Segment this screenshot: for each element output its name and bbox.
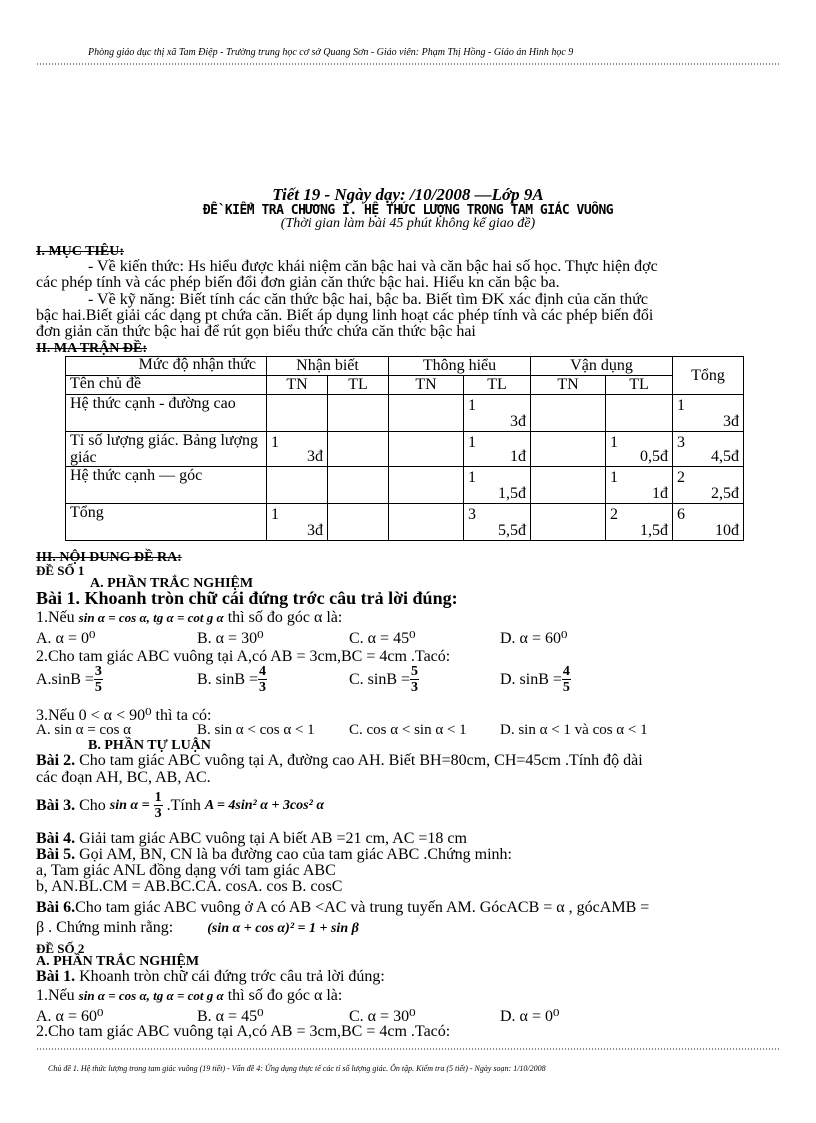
q2-option-d — [500, 664, 571, 695]
exam-1-title: ĐỀ SỐ 1 — [36, 563, 85, 578]
header-divider — [36, 63, 780, 65]
q3-option-b: B. sin α < cos α < 1 — [197, 722, 315, 738]
numerator: 4 — [259, 664, 267, 679]
table-row — [66, 504, 744, 541]
group-understand: Thông hiểu — [389, 357, 531, 376]
cell-count: 1 — [468, 397, 476, 414]
q1-option-a: A. α = 0⁰ — [36, 630, 96, 647]
section-objectives-heading: I. MỤC TIÊU: — [36, 244, 125, 259]
exam-2-title: ĐỀ SỐ 2 — [36, 941, 85, 956]
d2-q1-math: sin α = cos α, tg α = cot g α — [78, 988, 224, 1003]
sub-header: TL — [464, 376, 531, 395]
sub-header: TL — [606, 376, 673, 395]
matrix-corner-top: Mức độ nhận thức — [138, 356, 256, 373]
cell-count: 1 — [271, 434, 279, 451]
question-2: 2.Cho tam giác ABC vuông tại A,có AB = 3cm,BC = 4cm .Tacó: — [36, 648, 451, 665]
exam-2-bai-1 — [36, 968, 385, 986]
table-row — [66, 467, 744, 504]
sub-header: TN — [389, 376, 464, 395]
numerator: 4 — [562, 664, 570, 679]
d2-q1-pre: 1.Nếu — [36, 987, 75, 1004]
footer-divider — [36, 1048, 780, 1050]
fraction — [410, 664, 419, 695]
d2-q1-option-c: C. α = 30⁰ — [349, 1008, 416, 1025]
bai-1 — [36, 588, 458, 609]
cell-count: 3 — [468, 506, 476, 523]
bai-3-label: Bài 3. — [36, 796, 76, 814]
bai-6-math: (sin α + cos α)² = 1 + sin β — [207, 921, 359, 936]
objective-line-5: đơn giản căn thức bậc hai để rút gọn biểu thức chứa căn thức bậc hai — [36, 323, 476, 340]
exam-2-bai-1-label: Bài 1. — [36, 968, 76, 985]
row-topic: Hệ thức cạnh - đường cao — [66, 395, 267, 432]
q1-pre: 1.Nếu — [36, 609, 75, 626]
part-b-heading: B. PHẦN TỰ LUẬN — [88, 738, 211, 753]
q1-option-b: B. α = 30⁰ — [197, 630, 264, 647]
q2-option-a-label: A.sinB = — [36, 670, 94, 688]
group-apply: Vận dụng — [531, 357, 673, 376]
bai-3-pre: Cho — [79, 796, 106, 814]
bai-2-line-2: các đoạn AH, BC, AB, AC. — [36, 769, 211, 786]
q3-option-a: A. sin α = cos α — [36, 722, 132, 738]
cell-score: 1,5đ — [498, 485, 526, 502]
q1-post: thì số đo góc α là: — [227, 609, 343, 626]
cell-score: 5,5đ — [498, 522, 526, 539]
q2-option-b-label: B. sinB = — [197, 670, 259, 688]
fraction — [258, 664, 267, 695]
bai-4-text: Giải tam giác ABC vuông tại A biết AB =21 cm, AC =18 cm — [79, 830, 467, 847]
denominator: 3 — [411, 680, 419, 695]
objective-line-2: các phép tính và các phép biến đổi đơn giản căn thức bậc hai. Hiểu kn căn bậc ba. — [36, 274, 560, 291]
q1-option-c: C. α = 45⁰ — [349, 630, 416, 647]
bai-3-math-2: A = 4sin² α + 3cos² α — [204, 797, 325, 813]
table-row — [66, 432, 744, 467]
cell-score: 1đ — [652, 485, 668, 502]
d2-q1-post: thì số đo góc α là: — [227, 987, 343, 1004]
exam-2-bai-1-text: Khoanh tròn chữ cái đứng trớc câu trả lời đúng: — [79, 968, 385, 985]
objective-line-4: bậc hai.Biết giải các dạng pt chứa căn. Biết áp dụng linh hoạt các phép tính và các phép biến đổi — [36, 307, 654, 324]
bai-4-label: Bài 4. — [36, 830, 76, 847]
row-topic: Tỉ số lượng giác. Bảng lượng giác — [66, 432, 267, 467]
cell-score: 0,5đ — [640, 448, 668, 465]
group-recognize: Nhận biết — [267, 357, 389, 376]
page-header: Phòng giáo dục thị xã Tam Điệp - Trường trung học cơ sở Quang Sơn - Giáo viên: Phạm Thị Hồng - Giáo án Hình học 9 — [88, 47, 574, 58]
cell-count: 1 — [677, 397, 685, 414]
numerator: 3 — [94, 664, 102, 679]
cell-count: 2 — [677, 469, 685, 486]
bai-3-math-1: sin α = — [109, 797, 150, 813]
d2-q1-option-b: B. α = 45⁰ — [197, 1008, 264, 1025]
exam-2-question-1 — [36, 987, 342, 1005]
cell-score: 4,5đ — [711, 448, 739, 465]
part-a-heading: A. PHẦN TRẮC NGHIỆM — [90, 576, 254, 591]
q3-option-c: C. cos α < sin α < 1 — [349, 722, 467, 738]
cell-score: 3đ — [307, 522, 323, 539]
q3-option-d: D. sin α < 1 và cos α < 1 — [500, 722, 648, 738]
objective-line-1: - Về kiến thức: Hs hiểu được khái niệm căn bậc hai và căn bậc hai số học. Thực hiện đợc — [88, 258, 658, 275]
bai-6-line-2 — [36, 919, 359, 937]
denominator: 5 — [94, 680, 102, 695]
cell-count: 1 — [468, 469, 476, 486]
bai-6-text: Cho tam giác ABC vuông ở A có AB <AC và trung tuyến AM. GócACB = α , gócAMB = — [75, 899, 650, 916]
q2-option-c-label: C. sinB = — [349, 670, 411, 688]
denominator: 5 — [562, 680, 570, 695]
cell-score: 1đ — [510, 448, 526, 465]
matrix-table — [65, 356, 744, 541]
cell-count: 1 — [610, 469, 618, 486]
page-footer: Chủ đề 1. Hệ thức lượng trong tam giác vuông (19 tiết) - Vấn đề 4: Ứng dụng thực tế các tỉ số lượng giác. Ôn tập. Kiểm tra (5 tiết) - Ngày soạn: 1/10/2008 — [48, 1064, 546, 1073]
cell-count: 6 — [677, 506, 685, 523]
sub-header: TL — [328, 376, 389, 395]
bai-6-label: Bài 6. — [36, 899, 76, 916]
matrix-corner — [66, 357, 267, 376]
bai-5-text: Gọi AM, BN, CN là ba đường cao của tam giác ABC .Chứng minh: — [79, 846, 512, 863]
bai-1-text: Khoanh tròn chữ cái đứng trớc câu trả lời đúng: — [84, 588, 458, 608]
bai-5-a: a, Tam giác ANL đồng dạng với tam giác ABC — [36, 862, 336, 879]
bai-5-b: b, AN.BL.CM = AB.BC.CA. cosA. cos B. cosC — [36, 878, 343, 895]
cell-count: 3 — [677, 434, 685, 451]
q1-option-d: D. α = 60⁰ — [500, 630, 568, 647]
bai-6 — [36, 899, 649, 917]
d2-q1-option-d: D. α = 0⁰ — [500, 1008, 560, 1025]
matrix-corner-bottom: Tên chủ đề — [66, 376, 267, 395]
time-note: (Thời gian làm bài 45 phút không kể giao đề) — [280, 216, 536, 231]
cell-count: 1 — [468, 434, 476, 451]
cell-score: 1,5đ — [640, 522, 668, 539]
cell-count: 1 — [610, 434, 618, 451]
bai-1-label: Bài 1. — [36, 588, 81, 608]
question-3: 3.Nếu 0 < α < 90⁰ thì ta có: — [36, 707, 212, 724]
section-matrix-heading: II. MA TRẬN ĐỀ: — [36, 341, 147, 356]
fraction — [94, 664, 103, 695]
exam-2-question-2: 2.Cho tam giác ABC vuông tại A,có AB = 3cm,BC = 4cm .Tacó: — [36, 1023, 451, 1040]
sub-header: TN — [531, 376, 606, 395]
sub-header: TN — [267, 376, 328, 395]
cell-score: 3đ — [307, 448, 323, 465]
cell-score: 3đ — [723, 413, 739, 430]
exam-2-part-a: A. PHẦN TRẮC NGHIỆM — [36, 954, 200, 969]
bai-3 — [36, 790, 324, 821]
cell-count: 1 — [271, 506, 279, 523]
denominator: 3 — [259, 680, 267, 695]
numerator: 5 — [411, 664, 419, 679]
row-topic: Hệ thức cạnh — góc — [66, 467, 267, 504]
bai-5-label: Bài 5. — [36, 846, 76, 863]
bai-2-label: Bài 2. — [36, 752, 76, 769]
test-title: ĐỀ KIỂM TRA CHƯƠNG I. HỆ THỨC LƯỢNG TRONG TAM GIÁC VUÔNG — [202, 203, 614, 218]
numerator: 1 — [154, 790, 162, 805]
table-row — [66, 395, 744, 432]
q2-option-a — [36, 664, 103, 695]
row-topic: Tổng — [66, 504, 267, 541]
q2-option-c — [349, 664, 419, 695]
fraction — [154, 790, 163, 821]
bai-6-l2a: β . Chứng minh rằng: — [36, 919, 174, 936]
denominator: 3 — [154, 806, 162, 821]
d2-q1-option-a: A. α = 60⁰ — [36, 1008, 104, 1025]
bai-2-text: Cho tam giác ABC vuông tại A, đường cao AH. Biết BH=80cm, CH=45cm .Tính độ dài — [79, 752, 643, 769]
cell-score: 3đ — [510, 413, 526, 430]
objective-line-3: - Về kỹ năng: Biết tính các căn thức bậc hai, bậc ba. Biết tìm ĐK xác định của căn thức — [88, 291, 648, 308]
lesson-title: Tiết 19 - Ngày dạy: /10/2008 —Lớp 9A — [272, 185, 544, 204]
cell-score: 2,5đ — [711, 485, 739, 502]
cell-score: 10đ — [715, 522, 739, 539]
bai-2 — [36, 752, 643, 770]
total-header: Tổng — [673, 357, 744, 395]
q1-math: sin α = cos α, tg α = cot g α — [78, 610, 224, 625]
cell-count: 2 — [610, 506, 618, 523]
fraction — [562, 664, 571, 695]
q2-option-b — [197, 664, 267, 695]
bai-3-mid: .Tính — [166, 796, 201, 814]
q2-option-d-label: D. sinB = — [500, 670, 562, 688]
question-1 — [36, 609, 342, 627]
section-content-heading: III. NỘI DUNG ĐỀ RA: — [36, 550, 182, 565]
